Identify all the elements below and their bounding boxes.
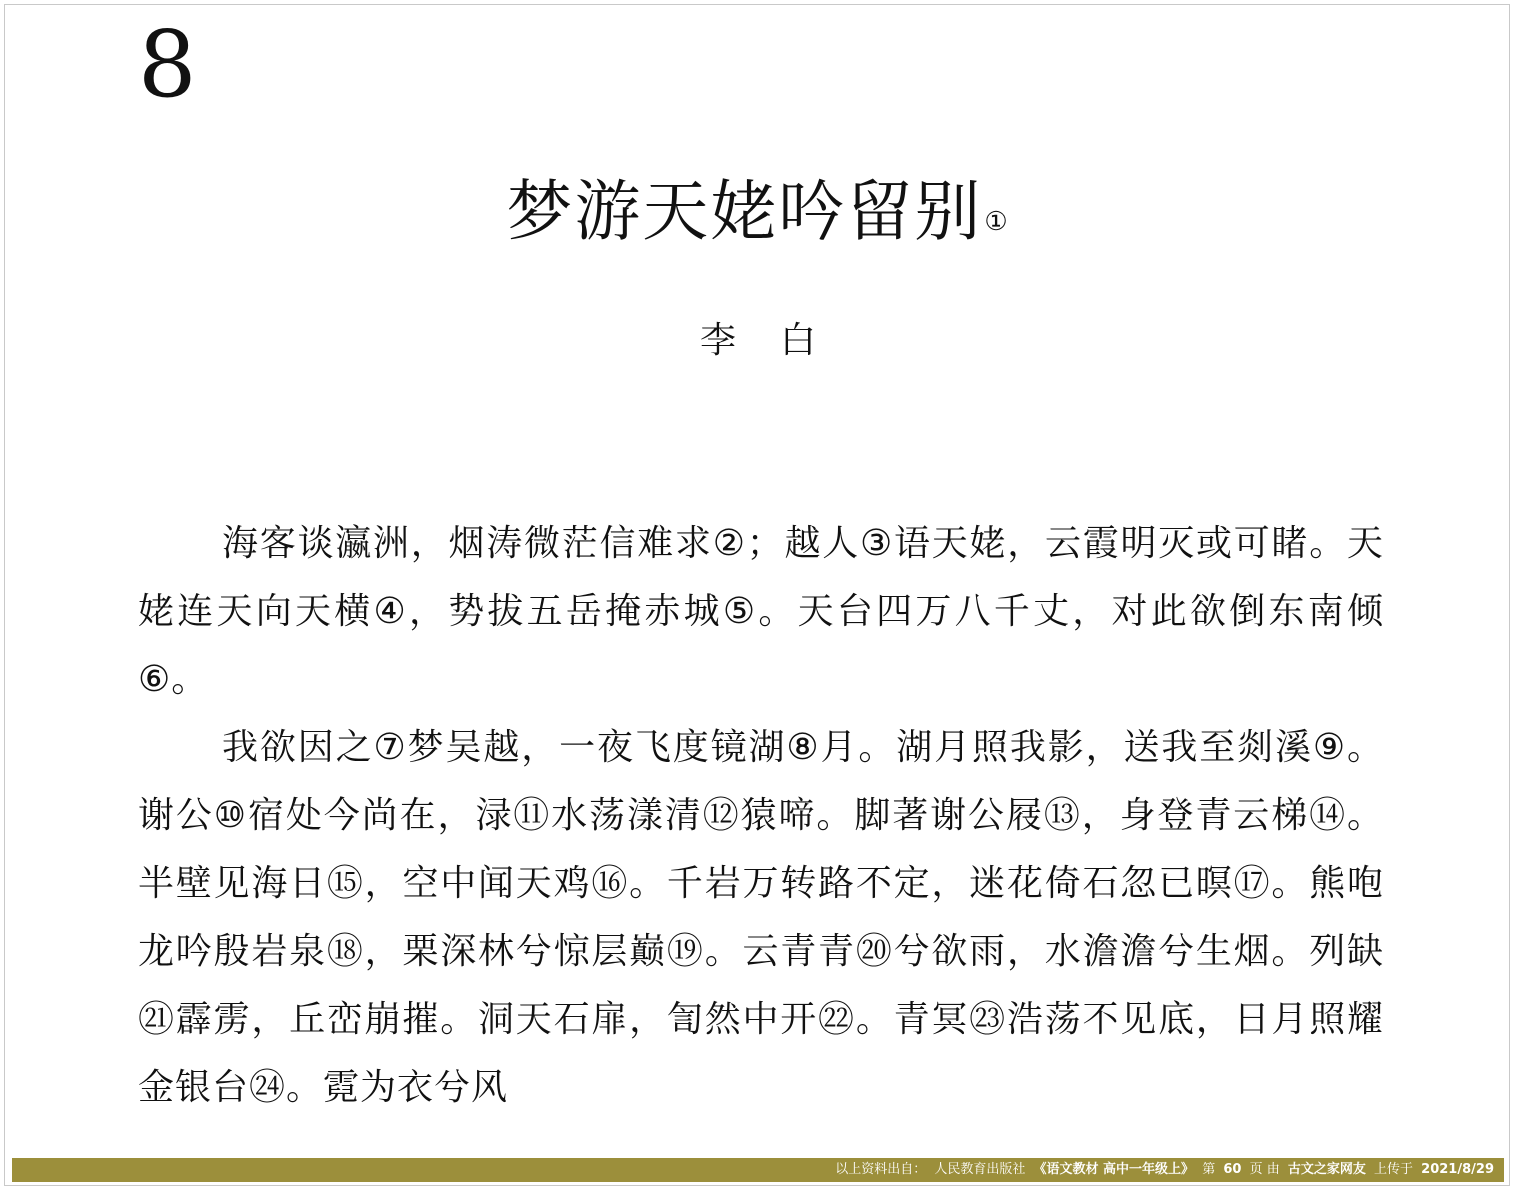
footer-upload-label: 上传于	[1374, 1162, 1414, 1177]
poem-author: 李白	[699, 320, 860, 361]
poem-body	[138, 510, 1384, 1122]
footer-book-title: 《语文教材 高中一年级上》	[1033, 1162, 1195, 1177]
footer-page-number: 60	[1223, 1162, 1242, 1177]
footer-publisher: 人民教育出版社	[934, 1162, 1026, 1177]
footer-source-label: 以上资料出自：	[835, 1162, 927, 1177]
footer-page-prefix: 第	[1202, 1162, 1216, 1177]
footer-uploader: 古文之家网友	[1287, 1162, 1366, 1177]
poem-title-block	[0, 162, 1516, 262]
poem-paragraph-1: 海客谈瀛洲，烟涛微茫信难求②；越人③语天姥，云霞明灭或可睹。天姥连天向天横④，势拔五岳掩赤城⑤。天台四万八千丈，对此欲倒东南倾⑥。	[138, 523, 1384, 700]
poem-title: 梦游天姥吟留别	[506, 173, 983, 250]
title-footnote-marker: ①	[984, 207, 1010, 237]
poem-paragraph-2: 我欲因之⑦梦吴越，一夜飞度镜湖⑧月。湖月照我影，送我至剡溪⑨。谢公⑩宿处今尚在，渌⑪水荡漾清⑫猿啼。脚著谢公屐⑬，身登青云梯⑭。半壁见海日⑮，空中闻天鸡⑯。千岩万转路不定，迷花倚石忽已暝⑰。熊咆龙吟殷岩泉⑱，栗深林兮惊层巅⑲。云青青⑳兮欲雨，水澹澹兮生烟。列缺㉑霹雳，丘峦崩摧。洞天石扉，訇然中开㉒。青冥㉓浩荡不见底，日月照耀金银台㉔。霓为衣兮风	[138, 727, 1384, 1108]
lesson-number: 8	[138, 11, 197, 118]
footer-page-suffix: 页 由	[1249, 1162, 1280, 1177]
footer-date: 2021/8/29	[1421, 1162, 1494, 1177]
source-footer-bar	[12, 1158, 1504, 1182]
